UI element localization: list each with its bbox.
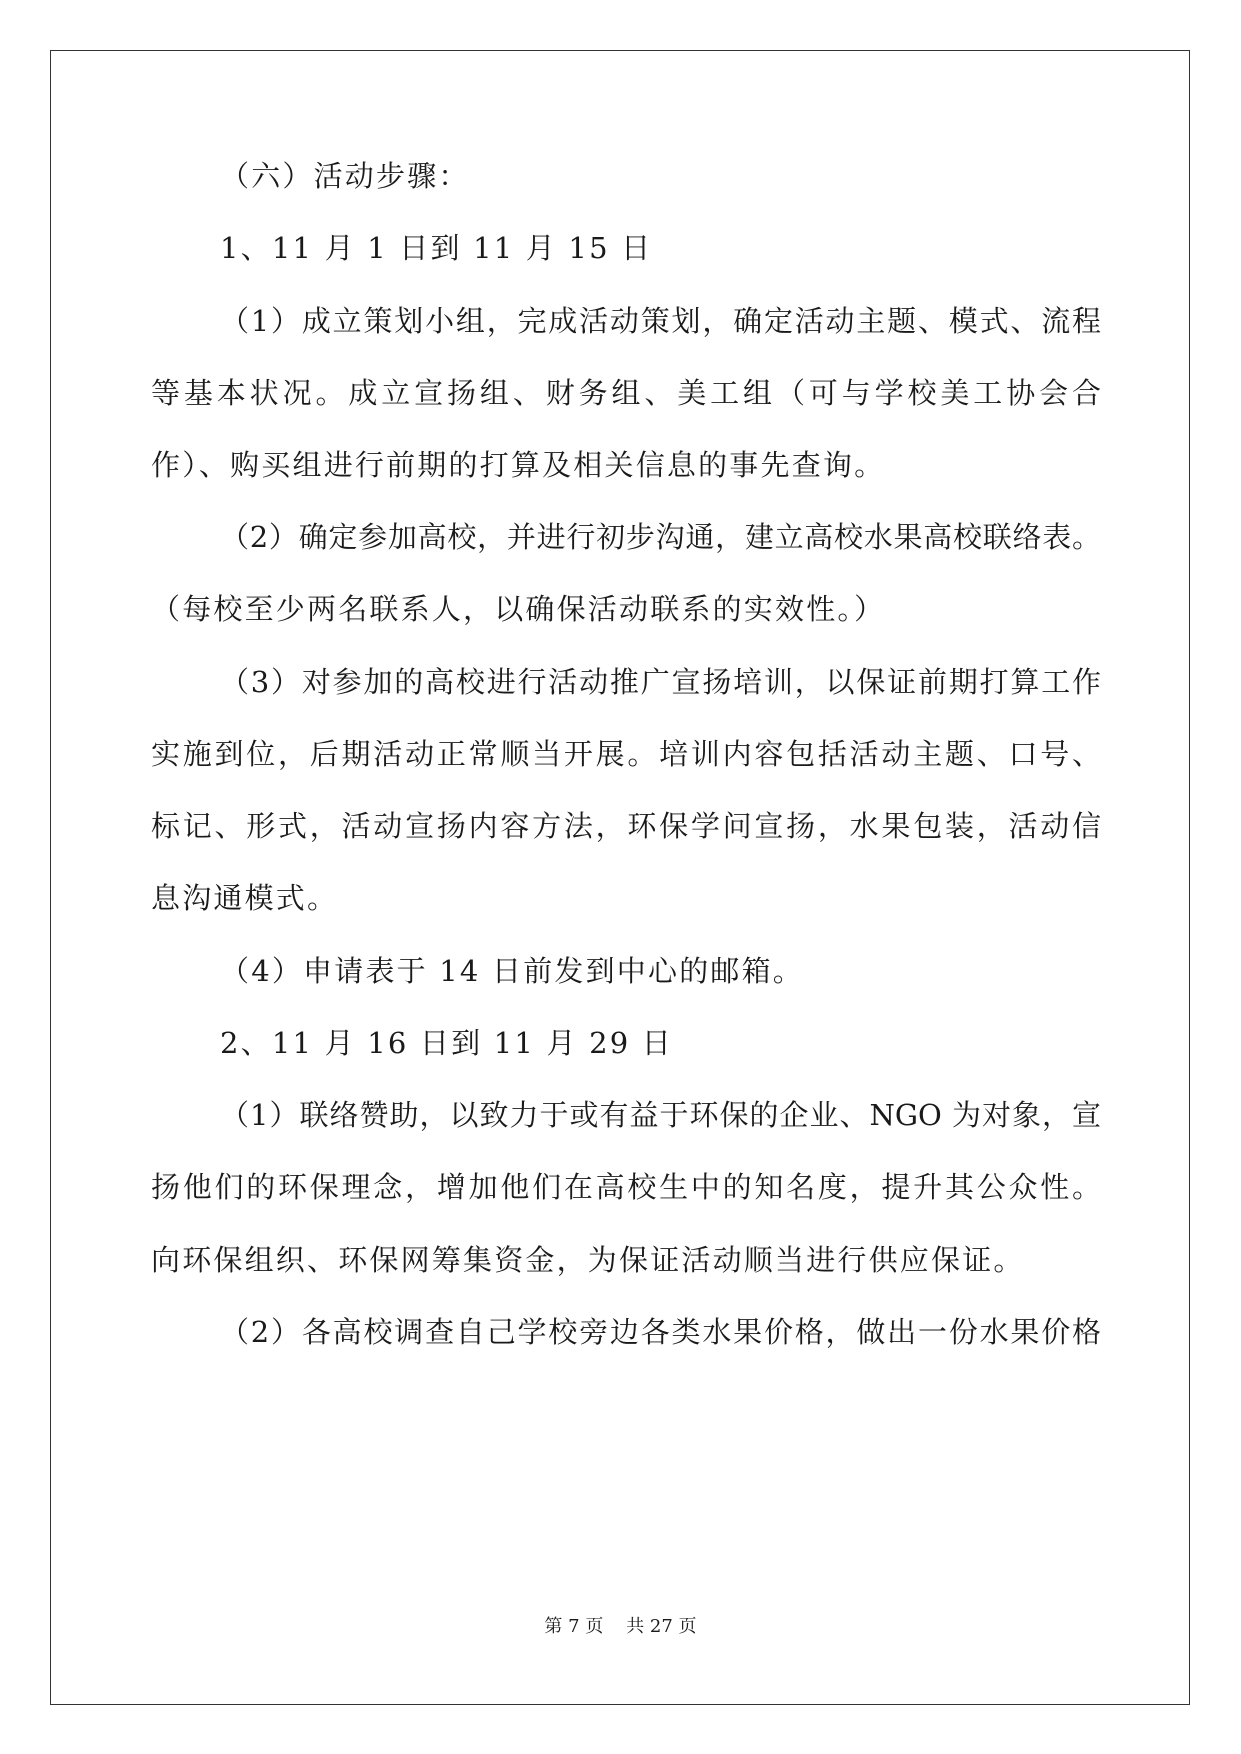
paragraph-line: 扬他们的环保理念，增加他们在高校生中的知名度，提升其公众性。 — [151, 1170, 1101, 1204]
page-number-footer: 第 7 页 共 27 页 — [544, 1616, 697, 1637]
paragraph-line: （2）各高校调查自己学校旁边各类水果价格，做出一份水果价格 — [220, 1315, 1101, 1349]
paragraph-line: （每校至少两名联系人，以确保活动联系的实效性。） — [151, 592, 886, 626]
paragraph-line: 标记、形式，活动宣扬内容方法，环保学问宣扬，水果包装，活动信 — [151, 809, 1101, 843]
paragraph-line: （1）联络赞助，以致力于或有益于环保的企业、NGO 为对象，宣 — [220, 1098, 1101, 1132]
section-heading: （六）活动步骤： — [220, 159, 470, 193]
paragraph-line: （3）对参加的高校进行活动推广宣扬培训，以保证前期打算工作 — [220, 665, 1101, 699]
step-heading-1: 1、11 月 1 日到 11 月 15 日 — [220, 231, 653, 265]
paragraph-line: 向环保组织、环保网筹集资金，为保证活动顺当进行供应保证。 — [151, 1243, 1025, 1277]
paragraph-line: 实施到位，后期活动正常顺当开展。培训内容包括活动主题、口号、 — [151, 737, 1101, 771]
paragraph-line: 息沟通模式。 — [151, 881, 339, 915]
paragraph-line: （2）确定参加高校，并进行初步沟通，建立高校水果高校联络表。 — [220, 520, 1101, 554]
paragraph-line: （1）成立策划小组，完成活动策划，确定活动主题、模式、流程 — [220, 304, 1101, 338]
paragraph-line: （4）申请表于 14 日前发到中心的邮箱。 — [220, 954, 804, 988]
paragraph-line: 作）、购买组进行前期的打算及相关信息的事先查询。 — [151, 448, 886, 482]
step-heading-2: 2、11 月 16 日到 11 月 29 日 — [220, 1026, 673, 1060]
paragraph-line: 等基本状况。成立宣扬组、财务组、美工组（可与学校美工协会合 — [151, 376, 1101, 410]
